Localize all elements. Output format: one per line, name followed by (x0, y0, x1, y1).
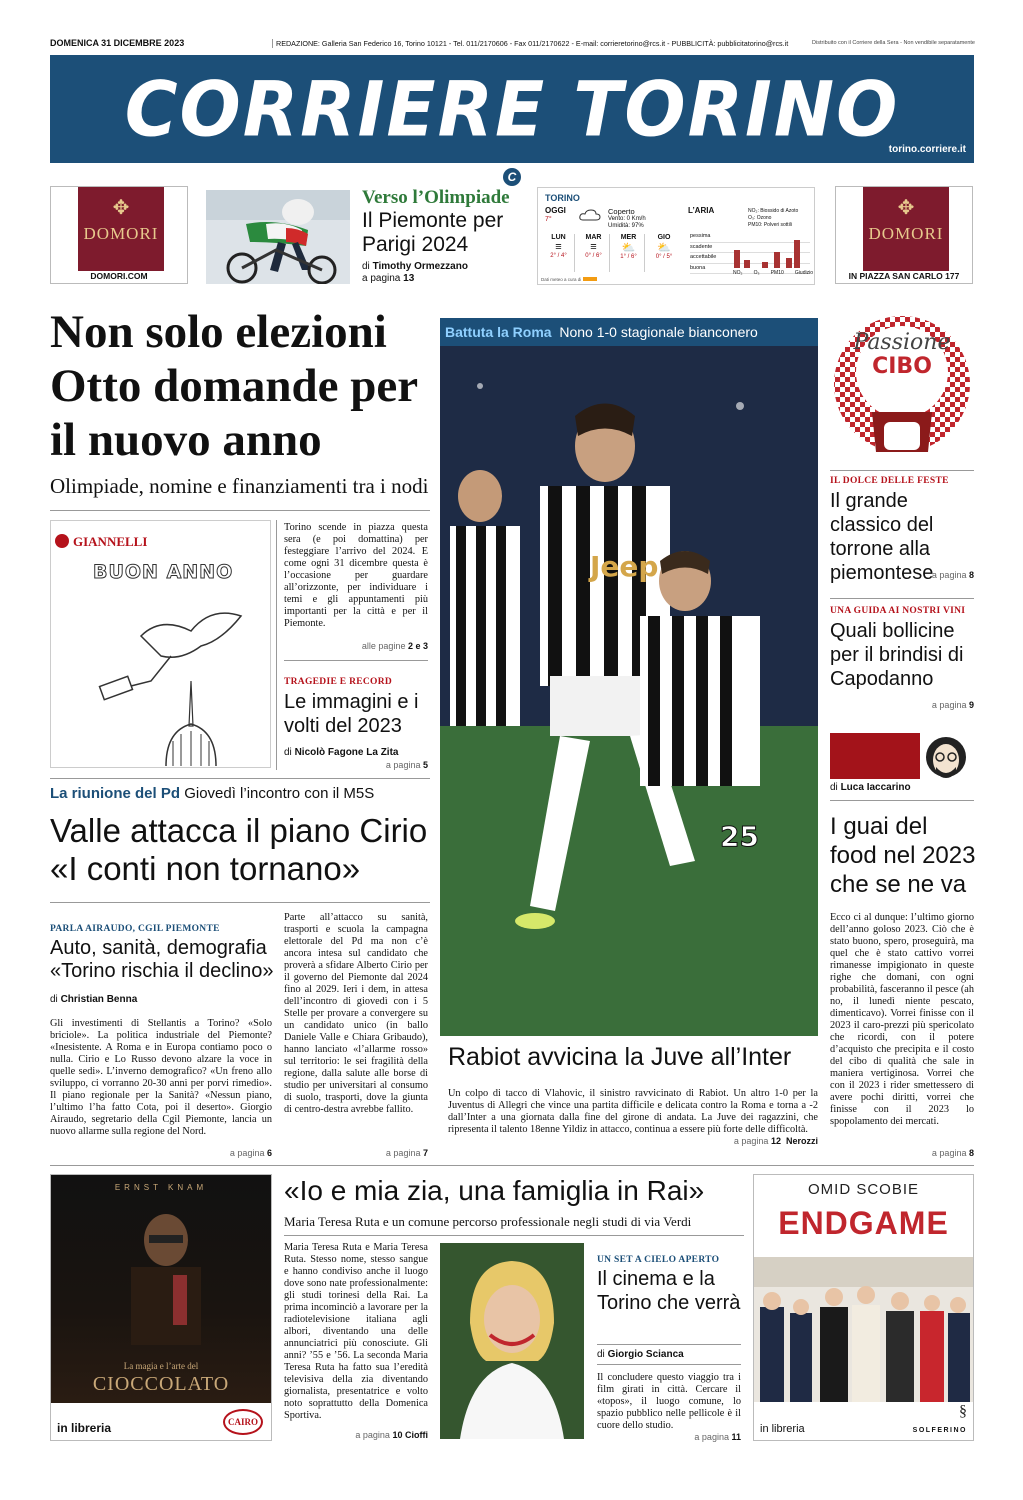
food-body: Ecco ci al dunque: l’ultimo giorno dell’anno goloso 2023. Ciò che è stato buono, spero, proseguirà, ma quel che è stato cattivo vorrei rimanesse impigionato in queste righe che domani, con ogni probabilità, fasceranno il pesce (ah no, il lunedì niente pescato, dimenticavo). Vorrei finisse con il 2023 il caro-prezzi più spericolato che ricordi, con il potere d’acquisto che precipita e il costo del cibo di qualità che sale in maniera vertiginosa. Vorrei che con il 2023 i rider smettessero di avere pochi diritti, vorrei che finisse con il 2023 lo spopolamento dei mercati. (830, 912, 974, 1127)
juve-page-ref (700, 1136, 818, 1146)
pd-headline[interactable]: Valle attacca il piano Cirio «I conti non tornano» (50, 812, 428, 887)
by-prefix: di (50, 994, 58, 1005)
ruta-photo (440, 1243, 584, 1439)
air-bar-o3 (762, 262, 768, 268)
author: Luca Iaccarino (840, 782, 911, 793)
day-label: MAR (585, 234, 602, 241)
page-prefix: a pagina (385, 760, 421, 770)
vini-page-ref (830, 700, 974, 710)
axis-label: PM10 (770, 270, 784, 276)
day-label: LUN (551, 234, 566, 241)
forecast-day (648, 234, 680, 272)
provider-logo (583, 277, 597, 281)
tragedie-kicker: TRAGEDIE E RECORD (284, 677, 393, 687)
divider (597, 1344, 741, 1345)
jersey-number: 25 (720, 820, 759, 853)
day-label: MER (620, 234, 637, 241)
level-pessima: pessima (690, 232, 810, 243)
page-prefix: a pagina (733, 1136, 769, 1146)
air-bar-pm10 (774, 252, 780, 268)
shelf-label: in libreria (57, 1421, 112, 1435)
solferino-icon: § (959, 1403, 967, 1420)
torrone-page-ref (830, 570, 974, 580)
divider (597, 1364, 741, 1365)
distribution-note: Distribuito con il Corriere della Sera - Non vendibile separatamente (812, 40, 975, 46)
author: Cioffi (405, 1430, 428, 1440)
book-author: ERNST KNAM (114, 1183, 208, 1192)
lead-subheadline: Olimpiade, nomine e finanziamenti tra i nodi (50, 474, 429, 498)
pd-kicker (50, 785, 430, 802)
tragedie-byline (284, 747, 398, 758)
book-title: ENDGAME (778, 1205, 949, 1241)
page-number: 10 (392, 1430, 403, 1440)
column-rule (276, 520, 277, 770)
cloud-icon (578, 208, 602, 222)
juve-photo (440, 346, 818, 1036)
today-temp: 7° (545, 216, 552, 223)
olimpiade-byline (362, 261, 468, 272)
weather-city: TORINO (545, 193, 580, 203)
divider (284, 1235, 744, 1236)
today-desc: Coperto (608, 207, 635, 216)
airaudo-byline (50, 994, 137, 1005)
juve-body: Un colpo di tacco di Vlahovic, il sinistro ravvicinato di Rabiot. Un altro 1-0 per la Juventus di Allegri che vince una partita difficile e delicata contro la Roma e torna a -2 dall’Inter a una giornata dalla fine del girone di andata. La Juve dei ragazzini, che ripresenta il talento 18enne Yildiz in attacco, continua a essere più forte delle difficoltà. (448, 1088, 818, 1135)
legend-no2: NO₂: Biossido di Azoto (748, 208, 799, 214)
page-number: 7 (422, 1148, 428, 1158)
author: Giorgio Scianca (607, 1349, 684, 1360)
air-legend (748, 208, 798, 229)
by-prefix: di (830, 782, 838, 793)
juve-band-kicker: Battuta la Roma (445, 324, 552, 340)
level-accettabile: accettabile (690, 253, 810, 264)
juve-headline[interactable]: Rabiot avvicina la Juve all’Inter (448, 1043, 792, 1071)
page-number: 5 (422, 760, 428, 770)
book-title: CIOCCOLATO (92, 1373, 230, 1395)
jersey-sponsor: Jeep (590, 550, 659, 583)
domori-brand-box (78, 187, 164, 271)
partly-cloudy-icon: ⛅ (621, 242, 636, 254)
divider (284, 660, 428, 661)
weather-credit (541, 277, 597, 282)
corriere-logo-icon: C (503, 168, 521, 186)
axis-label: NO₂ (733, 270, 743, 276)
partly-cloudy-icon: ⛅ (657, 242, 671, 254)
red-dot-icon (55, 534, 69, 548)
humidity: Umidità: 97% (608, 223, 644, 229)
chef-portrait (121, 1205, 211, 1345)
cyclist-photo (206, 190, 350, 284)
page-prefix: a pagina (362, 273, 401, 284)
page-number: 6 (266, 1148, 272, 1158)
page-prefix: a pagina (229, 1148, 265, 1158)
author: Nicolò Fagone La Zita (294, 747, 399, 758)
domori-brand-box (863, 187, 949, 271)
olimpiade-page-ref (362, 273, 414, 284)
air-bar-pm10b (786, 258, 792, 268)
air-bar-no2b (744, 260, 750, 268)
knam-book-ad[interactable] (50, 1174, 272, 1441)
endgame-book-ad[interactable] (753, 1174, 974, 1441)
divider (830, 470, 974, 471)
level-scadente: scadente (690, 243, 810, 254)
book-cover (51, 1175, 271, 1403)
editorial-contacts: REDAZIONE: Galleria San Federico 16, Torino 10121 - Tel. 011/2170606 - Fax 011/2170622 - E-mail: corrieretorino@rcs.it - PUBBLICITÀ: pubblicitatorino@rcs.it (272, 39, 788, 48)
royal-family-photo (754, 1257, 973, 1402)
fleur-icon: ✥ (112, 197, 130, 219)
axis-label: O₃ (753, 270, 760, 276)
pd-kicker-text: Giovedì l’incontro con il M5S (184, 785, 375, 802)
shelf-label: in libreria (760, 1423, 805, 1435)
page-prefix: a pagina (385, 1148, 421, 1158)
juve-band-text: Nono 1-0 stagionale bianconero (559, 324, 758, 340)
legend-o3: O₃: Ozono (748, 215, 772, 221)
publisher-logo: SOLFERINO (912, 1427, 967, 1434)
fog-icon: ≡ (590, 241, 597, 253)
divider (50, 902, 430, 903)
juve-band (440, 318, 818, 346)
forecast-day (613, 234, 645, 272)
day-temp: 2° / 4° (550, 253, 567, 259)
publisher-logo: CAIRO (223, 1409, 263, 1435)
airaudo-page-ref (50, 1148, 272, 1158)
airaudo-body: Gli investimenti di Stellantis a Torino? «Solo briciole». La politica industriale del Piemonte? «Inesistente. A Roma e in Europa contiamo poco o nulla. Cirio e Lo Russo devono alzare la voce in quelle sedi». L’inverno demografico? «Un freno allo sviluppo, ci vorranno 20-30 anni per porvi rimedio». Il piano regionale per la Sanità? «Nessun piano, l’ultimo l’ha fatto Cota, poi il deserto». Giorgio Airaudo, segretario della Cgil Piemonte, lancia un nuovo allarme sulla regione del Nord. (50, 1018, 272, 1137)
cartoon-caption: BUON ANNO (93, 561, 234, 583)
author: Timothy Ormezzano (372, 261, 468, 272)
day-temp: 0° / 6° (585, 253, 602, 259)
masthead (50, 55, 974, 163)
passione-text: Passione (853, 330, 951, 355)
vini-title[interactable]: Quali bollicine per il brindisi di Capodanno (830, 620, 964, 690)
rai-headline[interactable]: «Io e mia zia, una famiglia in Rai» (284, 1175, 705, 1206)
forecast-row (543, 234, 683, 272)
forecast-day (543, 234, 575, 272)
divider (830, 598, 974, 599)
giannelli-label: GIANNELLI (73, 534, 148, 549)
page-number: 13 (403, 273, 415, 284)
issue-date: DOMENICA 31 DICEMBRE 2023 (50, 38, 185, 48)
cinema-body: Il concludere questo viaggio tra i film girati in città. Cercare il «topos», il luogo comune, lo spazio pubblico nelle pellicole è il cuore dello studio. (597, 1372, 741, 1431)
fog-icon: ≡ (555, 241, 562, 253)
domori-caption: DOMORI.COM (90, 271, 148, 281)
author: Christian Benna (60, 994, 138, 1005)
olimpiade-kicker: Verso l’Olimpiade (362, 187, 510, 208)
rai-sub: Maria Teresa Ruta e un comune percorso professionale negli studi di via Verdi (284, 1214, 692, 1229)
page-number: 8 (968, 1148, 974, 1158)
giannelli-cartoon (50, 520, 271, 768)
domori-brand: DOMORI (868, 224, 944, 243)
lead-page-ref (284, 641, 428, 651)
day-label: GIO (657, 234, 671, 241)
divider (830, 800, 974, 801)
level-buona: buona (690, 264, 810, 275)
food-red-band (830, 733, 920, 779)
food-page-ref (830, 1148, 974, 1158)
page-number: 11 (731, 1432, 741, 1442)
day-temp: 1° / 6° (620, 254, 637, 260)
page-prefix: a pagina (931, 700, 967, 710)
top-strip (50, 37, 975, 51)
air-bar-no2 (734, 250, 740, 268)
page-prefix: a pagina (355, 1430, 390, 1440)
axis-label: Giudizio (794, 270, 813, 276)
page-number: 9 (968, 700, 974, 710)
food-byline (830, 782, 911, 793)
lead-headline[interactable]: Non solo elezioni Otto domande per il nuovo anno (50, 306, 418, 466)
page-number: 8 (968, 570, 974, 580)
page-number: 12 (770, 1136, 781, 1146)
pd-kicker-label: La riunione del Pd (50, 785, 181, 802)
page-number: 2 e 3 (407, 641, 428, 651)
page-prefix: a pagina (931, 570, 967, 580)
air-axis (733, 270, 813, 276)
author: Nerozzi (785, 1136, 818, 1146)
domori-brand: DOMORI (83, 224, 159, 243)
divider (50, 1165, 974, 1166)
food-headline[interactable]: I guai del food nel 2023 che se ne va (830, 813, 976, 898)
by-prefix: di (597, 1349, 605, 1360)
newspaper-title: CORRIERE TORINO (124, 64, 900, 154)
torrone-kicker: IL DOLCE DELLE FESTE (830, 476, 949, 486)
domori-ad-right[interactable] (835, 186, 973, 284)
by-prefix: di (284, 747, 292, 758)
pd-body: Parte all’attacco su sanità, trasporti e scuola la campagna elettorale del Pd ma non c’è ancora intesa sul candidato che proverà a sfidare Alberto Cirio per il governo del Piemonte dal 2024 fino al 2029. Ieri i dem, in attesa dell’incontro di giovedì con i 5 Stelle per provare a convergere su un candidato unico (in ballo Daniele Valle e Chiara Gribaudo), hanno lanciato «l’allarme rosso» sul territorio: le sei fragilità della regione, dalla salute alle borse di studio per universitari al consumo di suolo, trasporti, dove la giunta di centro-destra avrebbe fallito. (284, 912, 428, 1115)
domori-ad-left[interactable] (50, 186, 188, 284)
page-prefix: a pagina (694, 1432, 729, 1442)
day-temp: 0° / 5° (655, 254, 673, 260)
divider (50, 778, 430, 779)
lead-body: Torino scende in piazza questa sera (e poi domattina) per festeggiare l’arrivo del 2024. E come ogni 31 dicembre questa è l’occasione per guardare all’orizzonte, per individuare i temi e gli appuntamenti più importanti per la città e per il Piemonte. (284, 522, 428, 629)
credit-text: Dati meteo a cura di (541, 277, 582, 282)
cinema-kicker: UN SET A CIELO APERTO (597, 1255, 720, 1265)
page-prefix: a pagina (931, 1148, 967, 1158)
page-prefix: alle pagine (361, 641, 406, 651)
air-title: L’ARIA (688, 206, 715, 215)
vini-kicker: UNA GUIDA AI NOSTRI VINI (830, 606, 966, 616)
air-levels (690, 232, 810, 274)
olimpiade-title[interactable]: Il Piemonte per Parigi 2024 (362, 209, 504, 256)
book-author: OMID SCOBIE (807, 1181, 919, 1198)
domori-caption: IN PIAZZA SAN CARLO 177 (848, 271, 960, 281)
tragedie-title[interactable]: Le immagini e i volti del 2023 (284, 691, 419, 737)
rai-body: Maria Teresa Ruta e Maria Teresa Ruta. Stesso nome, stesso sangue e hanno condiviso anche il luogo dove sono nate professionalmente: gli studi torinesi della Rai. La prima incominciò a lavorare per la radiotelevisione italiana agli albori, diventando una delle annunciatrici più conosciute. Gli anni? ’55 e ’56. La seconda Maria Teresa Ruta ha fatto sua l’eredità televisiva della zia diventando giornalista, presentatrice e volto noto soprattutto della Domenica Sportiva. (284, 1242, 428, 1421)
cinema-title[interactable]: Il cinema e la Torino che verrà (597, 1268, 741, 1314)
today-label: OGGI (545, 206, 566, 215)
weather-box (537, 187, 815, 285)
airaudo-kicker: PARLA AIRAUDO, CGIL PIEMONTE (50, 924, 220, 934)
fleur-icon: ✥ (897, 197, 915, 219)
book-subtitle: La magia e l’arte del (123, 1361, 199, 1371)
airaudo-headline[interactable]: Auto, sanità, demografia «Torino rischia il declino» (50, 937, 274, 982)
rai-page-ref (284, 1430, 428, 1440)
wind: Vento: 0 Km/h (608, 216, 646, 222)
website-link[interactable]: torino.corriere.it (888, 144, 966, 155)
tragedie-page-ref (284, 760, 428, 770)
cinema-byline (597, 1349, 684, 1360)
pd-page-ref (284, 1148, 428, 1158)
by-prefix: di (362, 261, 370, 272)
passione-cibo-logo (830, 312, 974, 460)
forecast-day (578, 234, 610, 272)
cinema-page-ref (597, 1432, 741, 1442)
cibo-text: CIBO (872, 354, 932, 379)
legend-pm10: PM10: Polveri sottili (748, 222, 792, 228)
author-portrait (918, 733, 974, 785)
torrone-title[interactable]: Il grande classico del torrone alla piemontese (830, 490, 934, 584)
divider (50, 510, 430, 511)
cartoon-drawing (81, 586, 251, 766)
air-bar-giudizio (794, 240, 800, 268)
